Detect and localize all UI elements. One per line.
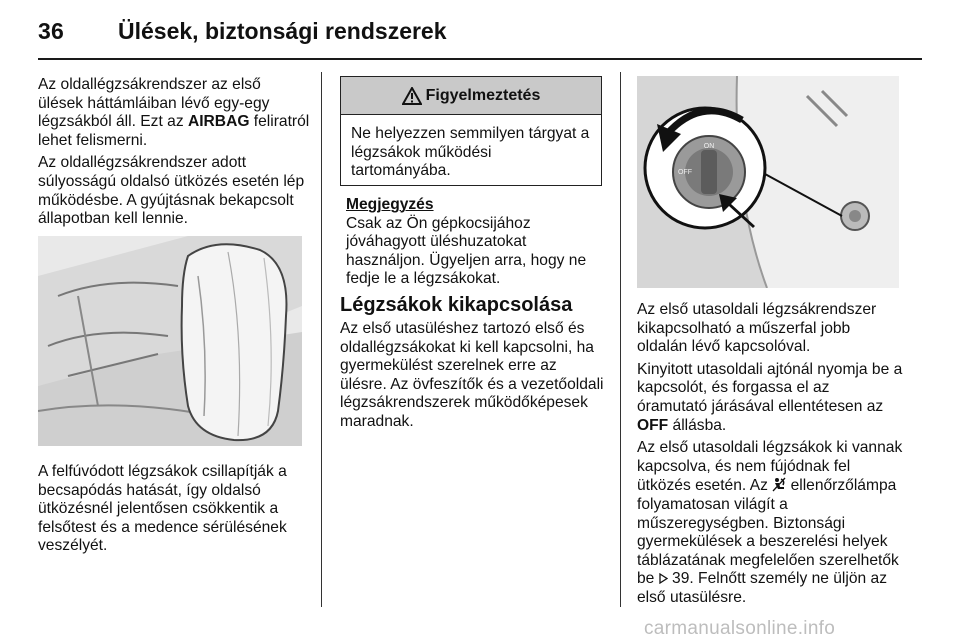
warning-header <box>341 77 601 115</box>
page-reference-link[interactable]: 39 <box>672 570 690 588</box>
paragraph-switch-result: Az első utasoldali légzsákok ki vannak kapcsolva, és nem fújódnak fel ütközés esetén. Az ellenőrzőlámpa folyamatosan világít a műszeregységben. Biztonsági gyermekülések a beszerelési helyek táblázatának megfelelően szerelhetők be 39. Felnőtt személy ne üljön az első utasülésre. <box>637 439 903 606</box>
paragraph-switch-location: Az első utasoldali légzsákrendszer kikapcsolható a műszerfal jobb oldalán lévő kapcsolóval. <box>637 301 877 356</box>
watermark: carmanualsonline.info <box>644 618 836 639</box>
switch-label-on: ON <box>703 143 715 150</box>
page-reference-icon <box>659 570 668 587</box>
paragraph-airbag-activation: Az oldallégzsákrendszer adott súlyosságú oldalsó ütközés esetén lép működésbe. A gyújtásnak bekapcsolt állapotban kell lennie. <box>38 154 305 228</box>
note-title: Megjegyzés <box>346 196 434 213</box>
warning-triangle-icon <box>402 87 422 105</box>
column-3 <box>637 301 903 612</box>
warning-box <box>340 76 602 186</box>
section-title: Légzsákok kikapcsolása <box>340 294 573 316</box>
page-title: Ülések, biztonsági rendszerek <box>118 18 447 44</box>
side-airbag-illustration <box>38 236 302 446</box>
column-1 <box>38 76 310 233</box>
column-divider-2 <box>620 72 621 607</box>
column-divider-1 <box>321 72 322 607</box>
warning-title: Figyelmeztetés <box>425 86 541 104</box>
airbag-off-icon <box>772 477 786 493</box>
page-header <box>38 18 922 48</box>
warning-text: Ne helyezzen semmilyen tárgyat a légzsákok működési tartományába. <box>351 125 590 180</box>
off-label: OFF <box>637 416 669 434</box>
paragraph-switch-operation: Kinyitott utasoldali ajtónál nyomja be a kapcsolót, és forgassa el az óramutató járásával ellentétesen az OFF állásba. <box>637 360 903 434</box>
switch-label-off: OFF <box>678 169 692 176</box>
section-text: Az első utasüléshez tartozó első és oldallégzsákokat ki kell kapcsolni, ha gyermekülést szerelnek erre az ülésre. Az övfeszítők és a vezetőoldali légzsákrendszerek működőképesek maradnak. <box>340 320 604 430</box>
airbag-switch-illustration <box>637 76 899 288</box>
airbag-label: AIRBAG <box>187 113 250 131</box>
header-rule <box>38 58 922 60</box>
page-number: 36 <box>38 18 64 44</box>
note-text: Csak az Ön gépkocsijához jóváhagyott üléshuzatokat használjon. Ügyeljen arra, hogy ne fedje le a légzsákokat. <box>346 214 587 288</box>
paragraph-airbag-intro: Az oldallégzsákrendszer az első ülések háttámláiban lévő egy-egy légzsákból áll. Ezt az AIRBAG feliratról lehet felismerni. <box>38 76 310 149</box>
note-block <box>346 196 602 289</box>
figure-caption: A felfúvódott légzsákok csillapítják a becsapódás hatását, így oldalsó ütközésnél jelentősen csökkentik a felsőtest és a medence sérülésének veszélyét. <box>38 463 287 555</box>
